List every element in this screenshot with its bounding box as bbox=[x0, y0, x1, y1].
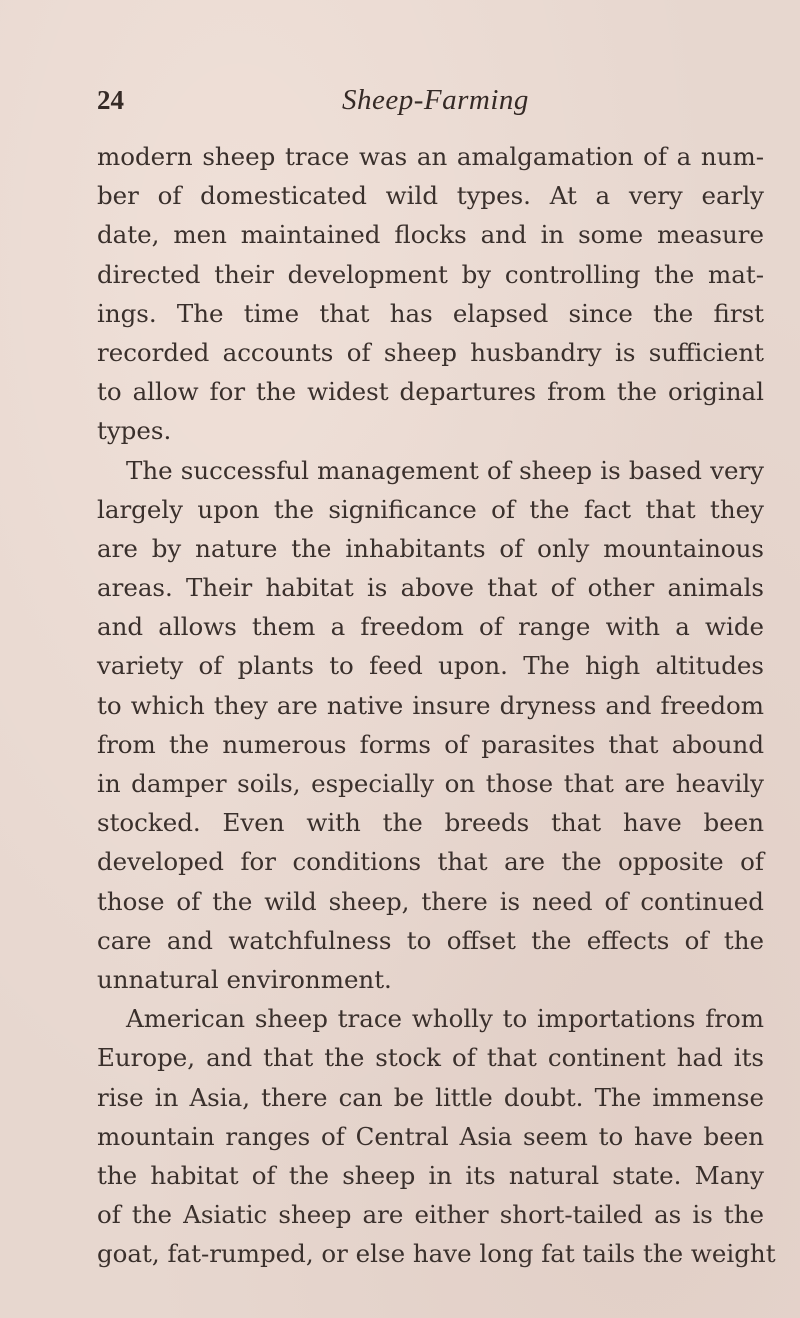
text-line: areas. Their habitat is above that of other animals bbox=[97, 573, 764, 603]
page-number: 24 bbox=[97, 85, 124, 115]
text-line: those of the wild sheep, there is need of continued bbox=[97, 886, 764, 916]
running-title: Sheep-Farming bbox=[342, 84, 529, 116]
text-line: the habitat of the sheep in its natural state. Many bbox=[97, 1160, 764, 1190]
text-line: care and watchfulness to offset the effects of the bbox=[97, 925, 764, 955]
paragraph-end-line: unnatural environment. bbox=[97, 964, 392, 994]
body-text bbox=[97, 137, 776, 1273]
text-line: goat, fat-rumped, or else have long fat tails the weight bbox=[97, 1239, 776, 1269]
text-line: are by nature the inhabitants of only mountainous bbox=[97, 533, 764, 563]
text-line: date, men maintained flocks and in some measure bbox=[97, 220, 764, 250]
text-line: ings. The time that has elapsed since the first bbox=[97, 298, 764, 328]
running-head bbox=[97, 80, 764, 120]
text-line: stocked. Even with the breeds that have been bbox=[97, 808, 764, 838]
text-line: largely upon the significance of the fact that they bbox=[97, 494, 764, 524]
text-line: developed for conditions that are the opposite of bbox=[97, 847, 764, 877]
text-line: to which they are native insure dryness and freedom bbox=[97, 690, 764, 720]
paragraph-start-line: American sheep trace wholly to importations from bbox=[126, 1004, 764, 1034]
paragraph-end-line: types. bbox=[97, 416, 172, 446]
text-line: to allow for the widest departures from the original bbox=[97, 377, 764, 407]
text-line: recorded accounts of sheep husbandry is sufficient bbox=[97, 337, 764, 367]
text-line: of the Asiatic sheep are either short-tailed as is the bbox=[97, 1200, 764, 1230]
text-line: and allows them a freedom of range with a wide bbox=[97, 612, 764, 642]
text-line: modern sheep trace was an amalgamation of a num- bbox=[97, 142, 764, 171]
text-line: rise in Asia, there can be little doubt. The immense bbox=[97, 1082, 764, 1112]
text-line: mountain ranges of Central Asia seem to have been bbox=[97, 1121, 764, 1151]
text-line: in damper soils, especially on those that are heavily bbox=[97, 769, 764, 798]
text-line: ber of domesticated wild types. At a very early bbox=[97, 181, 764, 211]
text-line: variety of plants to feed upon. The high altitudes bbox=[97, 651, 764, 681]
text-line: from the numerous forms of parasites that abound bbox=[97, 729, 764, 759]
text-line: directed their development by controlling the mat- bbox=[97, 259, 764, 289]
text-line: Europe, and that the stock of that continent had its bbox=[97, 1043, 764, 1073]
paragraph-start-line: The successful management of sheep is based very bbox=[126, 455, 764, 485]
